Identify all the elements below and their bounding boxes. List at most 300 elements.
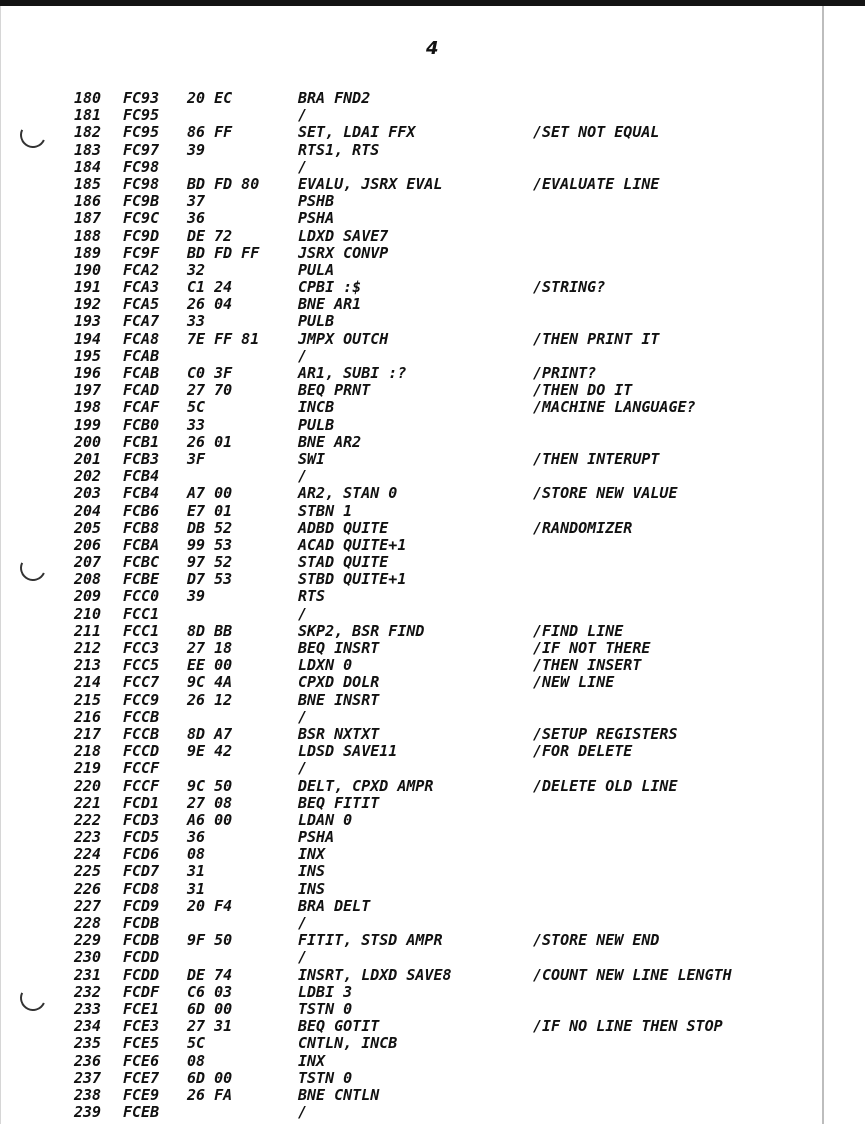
line-number: 210 (74, 604, 102, 623)
object-code: A7 00 (187, 484, 233, 503)
source-statement: PULA (298, 260, 335, 279)
source-statement: PSHB (298, 192, 335, 211)
line-number: 215 (74, 690, 102, 709)
listing-row (0, 812, 822, 829)
address: FCDF (123, 982, 160, 1001)
address: FCCB (123, 707, 160, 726)
source-statement: FITIT, STSD AMPR (298, 931, 443, 950)
address: FCAF (123, 398, 160, 417)
source-statement: / (298, 467, 308, 486)
address: FCB8 (123, 518, 160, 537)
listing-row (0, 795, 822, 812)
right-margin-rule (822, 6, 824, 1124)
page-number: 4 (426, 38, 439, 59)
listing-row (0, 554, 822, 571)
listing-row (0, 382, 822, 399)
object-code: C6 03 (187, 982, 233, 1001)
listing-row (0, 365, 822, 382)
line-number: 192 (74, 295, 102, 314)
line-number: 195 (74, 346, 102, 365)
object-code: 20 F4 (187, 896, 233, 915)
listing-row (0, 692, 822, 709)
object-code: C1 24 (187, 278, 233, 297)
listing-row (0, 348, 822, 365)
object-code: 8D BB (187, 621, 233, 640)
source-statement: SKP2, BSR FIND (298, 621, 425, 640)
listing-row (0, 1104, 822, 1121)
object-code: 39 (187, 140, 206, 159)
comment: /PRINT? (533, 364, 597, 382)
line-number: 226 (74, 879, 102, 898)
object-code: 33 (187, 312, 206, 331)
listing-row (0, 279, 822, 296)
line-number: 191 (74, 278, 102, 297)
source-statement: ADBD QUITE (298, 518, 389, 537)
listing-row (0, 623, 822, 640)
line-number: 234 (74, 1017, 102, 1036)
address: FCD5 (123, 828, 160, 847)
source-statement: CPBI :$ (298, 278, 362, 297)
listing-row (0, 210, 822, 227)
address: FCE3 (123, 1017, 160, 1036)
listing-row (0, 640, 822, 657)
address: FCBE (123, 570, 160, 589)
source-statement: LDXN 0 (298, 656, 353, 675)
line-number: 230 (74, 948, 102, 967)
line-number: 229 (74, 931, 102, 950)
listing-row (0, 124, 822, 141)
address: FC9F (123, 243, 160, 262)
address: FCA5 (123, 295, 160, 314)
object-code: 20 EC (187, 89, 233, 107)
address: FCD6 (123, 845, 160, 864)
object-code: 27 70 (187, 381, 233, 400)
address: FCD9 (123, 896, 160, 915)
source-statement: LDBI 3 (298, 982, 353, 1001)
listing-row (0, 984, 822, 1001)
line-number: 185 (74, 174, 102, 193)
listing-row (0, 1070, 822, 1087)
listing-row (0, 503, 822, 520)
object-code: 31 (187, 862, 206, 881)
address: FCE6 (123, 1051, 160, 1070)
source-statement: BEQ GOTIT (298, 1017, 380, 1036)
comment: /FIND LINE (533, 621, 624, 640)
line-number: 183 (74, 140, 102, 159)
line-number: 225 (74, 862, 102, 881)
address: FC9C (123, 209, 160, 228)
line-number: 207 (74, 553, 102, 572)
object-code: 9E 42 (187, 742, 233, 761)
listing-row (0, 606, 822, 623)
source-statement: BNE INSRT (298, 690, 380, 709)
address: FC95 (123, 106, 160, 125)
listing-row (0, 863, 822, 880)
line-number: 239 (74, 1103, 102, 1122)
listing-row (0, 743, 822, 760)
address: FCC0 (123, 587, 160, 606)
line-number: 206 (74, 535, 102, 554)
address: FCE5 (123, 1034, 160, 1053)
line-number: 199 (74, 415, 102, 434)
source-statement: TSTN 0 (298, 999, 353, 1018)
listing-row (0, 932, 822, 949)
object-code: 9F 50 (187, 931, 233, 950)
line-number: 186 (74, 192, 102, 211)
address: FCDB (123, 931, 160, 950)
object-code: A6 00 (187, 810, 233, 829)
line-number: 194 (74, 329, 102, 348)
source-statement: SWI (298, 449, 326, 468)
source-statement: / (298, 707, 308, 726)
source-statement: / (298, 759, 308, 778)
source-statement: / (298, 1103, 308, 1122)
line-number: 211 (74, 621, 102, 640)
address: FC97 (123, 140, 160, 159)
listing-row (0, 829, 822, 846)
source-statement: INX (298, 845, 326, 864)
address: FCEB (123, 1103, 160, 1122)
line-number: 197 (74, 381, 102, 400)
listing-row (0, 674, 822, 691)
source-statement: INS (298, 862, 326, 881)
line-number: 203 (74, 484, 102, 503)
line-number: 198 (74, 398, 102, 417)
object-code: 32 (187, 260, 206, 279)
line-number: 216 (74, 707, 102, 726)
listing-row (0, 193, 822, 210)
source-statement: DELT, CPXD AMPR (298, 776, 434, 795)
listing-row (0, 898, 822, 915)
listing-row (0, 537, 822, 554)
address: FCCF (123, 759, 160, 778)
comment: /IF NOT THERE (533, 639, 651, 657)
line-number: 190 (74, 260, 102, 279)
source-statement: RTS1, RTS (298, 140, 380, 159)
comment: /THEN INTERUPT (533, 449, 660, 468)
object-code: 9C 4A (187, 673, 233, 692)
line-number: 223 (74, 828, 102, 847)
source-statement: PSHA (298, 209, 335, 228)
line-number: 184 (74, 157, 102, 176)
address: FCAD (123, 381, 160, 400)
line-number: 213 (74, 656, 102, 675)
comment: /THEN INSERT (533, 656, 642, 675)
object-code: 27 18 (187, 639, 233, 657)
object-code: 26 01 (187, 432, 233, 451)
comment: /STORE NEW VALUE (533, 484, 678, 503)
comment: /FOR DELETE (533, 742, 633, 761)
object-code: 3F (187, 449, 206, 468)
address: FCE9 (123, 1085, 160, 1104)
address: FCA8 (123, 329, 160, 348)
source-statement: ACAD QUITE+1 (298, 535, 407, 554)
source-statement: INS (298, 879, 326, 898)
listing-row (0, 846, 822, 863)
source-statement: CPXD DOLR (298, 673, 380, 692)
listing-row (0, 778, 822, 795)
listing-row (0, 520, 822, 537)
address: FCCD (123, 742, 160, 761)
object-code: BD FD FF (187, 243, 260, 262)
object-code: 27 31 (187, 1017, 233, 1036)
address: FCB6 (123, 501, 160, 520)
object-code: 86 FF (187, 123, 233, 142)
object-code: 6D 00 (187, 999, 233, 1018)
source-statement: AR2, STAN 0 (298, 484, 398, 503)
comment: /NEW LINE (533, 673, 615, 692)
object-code: 37 (187, 192, 206, 211)
address: FCC5 (123, 656, 160, 675)
listing-row (0, 967, 822, 984)
listing-row (0, 1018, 822, 1035)
object-code: 31 (187, 879, 206, 898)
source-statement: STBD QUITE+1 (298, 570, 407, 589)
comment: /SET NOT EQUAL (533, 123, 660, 142)
address: FCDD (123, 948, 160, 967)
listing-row (0, 245, 822, 262)
object-code: E7 01 (187, 501, 233, 520)
address: FCB0 (123, 415, 160, 434)
listing-row (0, 468, 822, 485)
listing-row (0, 107, 822, 124)
object-code: 26 12 (187, 690, 233, 709)
listing-row (0, 657, 822, 674)
line-number: 181 (74, 106, 102, 125)
address: FCBC (123, 553, 160, 572)
source-statement: LDSD SAVE11 (298, 742, 398, 761)
object-code: 33 (187, 415, 206, 434)
source-statement: BNE CNTLN (298, 1085, 380, 1104)
line-number: 182 (74, 123, 102, 142)
object-code: 9C 50 (187, 776, 233, 795)
source-statement: BRA FND2 (298, 89, 371, 107)
source-statement: / (298, 948, 308, 967)
listing-row (0, 881, 822, 898)
source-statement: BRA DELT (298, 896, 371, 915)
listing-row (0, 434, 822, 451)
line-number: 236 (74, 1051, 102, 1070)
line-number: 214 (74, 673, 102, 692)
source-statement: BSR NXTXT (298, 724, 380, 743)
listing-row (0, 399, 822, 416)
line-number: 209 (74, 587, 102, 606)
listing-row (0, 1001, 822, 1018)
address: FCCF (123, 776, 160, 795)
address: FCA2 (123, 260, 160, 279)
address: FC95 (123, 123, 160, 142)
line-number: 237 (74, 1068, 102, 1087)
comment: /IF NO LINE THEN STOP (533, 1017, 723, 1036)
source-statement: PULB (298, 312, 335, 331)
address: FCB1 (123, 432, 160, 451)
address: FCA3 (123, 278, 160, 297)
comment: /MACHINE LANGUAGE? (533, 398, 696, 417)
line-number: 202 (74, 467, 102, 486)
source-statement: BNE AR1 (298, 295, 362, 314)
address: FCCB (123, 724, 160, 743)
source-statement: / (298, 346, 308, 365)
address: FC93 (123, 89, 160, 107)
source-statement: BEQ FITIT (298, 793, 380, 812)
comment: /RANDOMIZER (533, 518, 633, 537)
source-statement: LDXD SAVE7 (298, 226, 389, 245)
comment: /EVALUATE LINE (533, 174, 660, 193)
listing-row (0, 1035, 822, 1052)
source-statement: STAD QUITE (298, 553, 389, 572)
object-code: 8D A7 (187, 724, 233, 743)
source-statement: / (298, 157, 308, 176)
line-number: 217 (74, 724, 102, 743)
line-number: 218 (74, 742, 102, 761)
address: FCD3 (123, 810, 160, 829)
listing-row (0, 417, 822, 434)
line-number: 208 (74, 570, 102, 589)
address: FCDB (123, 914, 160, 932)
line-number: 200 (74, 432, 102, 451)
object-code: 6D 00 (187, 1068, 233, 1087)
line-number: 187 (74, 209, 102, 228)
line-number: 219 (74, 759, 102, 778)
line-number: 227 (74, 896, 102, 915)
listing-row (0, 588, 822, 605)
source-statement: / (298, 106, 308, 125)
line-number: 235 (74, 1034, 102, 1053)
source-statement: BEQ PRNT (298, 381, 371, 400)
line-number: 220 (74, 776, 102, 795)
source-statement: RTS (298, 587, 326, 606)
address: FCB4 (123, 484, 160, 503)
object-code: 97 52 (187, 553, 233, 572)
address: FCE1 (123, 999, 160, 1018)
address: FCE7 (123, 1068, 160, 1087)
listing-row (0, 709, 822, 726)
object-code: DE 72 (187, 226, 233, 245)
line-number: 238 (74, 1085, 102, 1104)
listing-row (0, 726, 822, 743)
object-code: 7E FF 81 (187, 329, 260, 348)
source-statement: INSRT, LDXD SAVE8 (298, 965, 452, 984)
address: FCAB (123, 364, 160, 382)
listing-row (0, 1053, 822, 1070)
address: FCC7 (123, 673, 160, 692)
source-statement: PULB (298, 415, 335, 434)
listing-row (0, 176, 822, 193)
object-code: 26 FA (187, 1085, 233, 1104)
source-statement: JSRX CONVP (298, 243, 389, 262)
address: FCC3 (123, 639, 160, 657)
listing-row (0, 159, 822, 176)
address: FC98 (123, 157, 160, 176)
line-number: 224 (74, 845, 102, 864)
comment: /THEN PRINT IT (533, 329, 660, 348)
listing-row (0, 142, 822, 159)
address: FC9B (123, 192, 160, 211)
listing-row (0, 296, 822, 313)
line-number: 222 (74, 810, 102, 829)
comment: /STRING? (533, 278, 606, 297)
line-number: 205 (74, 518, 102, 537)
source-statement: EVALU, JSRX EVAL (298, 174, 443, 193)
listing-row (0, 451, 822, 468)
listing-row (0, 915, 822, 932)
line-number: 188 (74, 226, 102, 245)
source-statement: AR1, SUBI :? (298, 364, 407, 382)
address: FCD7 (123, 862, 160, 881)
address: FCB4 (123, 467, 160, 486)
object-code: 08 (187, 845, 206, 864)
address: FCDD (123, 965, 160, 984)
comment: /DELETE OLD LINE (533, 776, 678, 795)
object-code: BD FD 80 (187, 174, 260, 193)
listing-row (0, 949, 822, 966)
line-number: 212 (74, 639, 102, 657)
comment: /COUNT NEW LINE LENGTH (533, 965, 732, 984)
object-code: 99 53 (187, 535, 233, 554)
comment: /THEN DO IT (533, 381, 633, 400)
address: FCAB (123, 346, 160, 365)
line-number: 221 (74, 793, 102, 812)
line-number: 204 (74, 501, 102, 520)
object-code: DB 52 (187, 518, 233, 537)
listing-row (0, 331, 822, 348)
address: FCBA (123, 535, 160, 554)
address: FCD1 (123, 793, 160, 812)
line-number: 193 (74, 312, 102, 331)
object-code: 39 (187, 587, 206, 606)
source-statement: SET, LDAI FFX (298, 123, 416, 142)
listing-row (0, 262, 822, 279)
line-number: 196 (74, 364, 102, 382)
source-statement: JMPX OUTCH (298, 329, 389, 348)
address: FCC1 (123, 604, 160, 623)
address: FC9D (123, 226, 160, 245)
object-code: C0 3F (187, 364, 233, 382)
object-code: 27 08 (187, 793, 233, 812)
listing-row (0, 228, 822, 245)
object-code: 08 (187, 1051, 206, 1070)
source-statement: CNTLN, INCB (298, 1034, 398, 1053)
source-statement: INX (298, 1051, 326, 1070)
object-code: EE 00 (187, 656, 233, 675)
address: FCC1 (123, 621, 160, 640)
line-number: 228 (74, 914, 102, 932)
address: FCD8 (123, 879, 160, 898)
listing-row (0, 571, 822, 588)
comment: /SETUP REGISTERS (533, 724, 678, 743)
listing-row (0, 313, 822, 330)
line-number: 201 (74, 449, 102, 468)
line-number: 233 (74, 999, 102, 1018)
source-statement: LDAN 0 (298, 810, 353, 829)
address: FCB3 (123, 449, 160, 468)
assembly-listing (0, 90, 822, 1121)
address: FCA7 (123, 312, 160, 331)
top-border-rule (0, 0, 865, 6)
object-code: 36 (187, 828, 206, 847)
listing-row (0, 90, 822, 107)
address: FC98 (123, 174, 160, 193)
address: FCC9 (123, 690, 160, 709)
line-number: 180 (74, 89, 102, 107)
listing-row (0, 760, 822, 777)
source-statement: / (298, 604, 308, 623)
source-statement: PSHA (298, 828, 335, 847)
object-code: DE 74 (187, 965, 233, 984)
line-number: 231 (74, 965, 102, 984)
object-code: 36 (187, 209, 206, 228)
listing-row (0, 485, 822, 502)
